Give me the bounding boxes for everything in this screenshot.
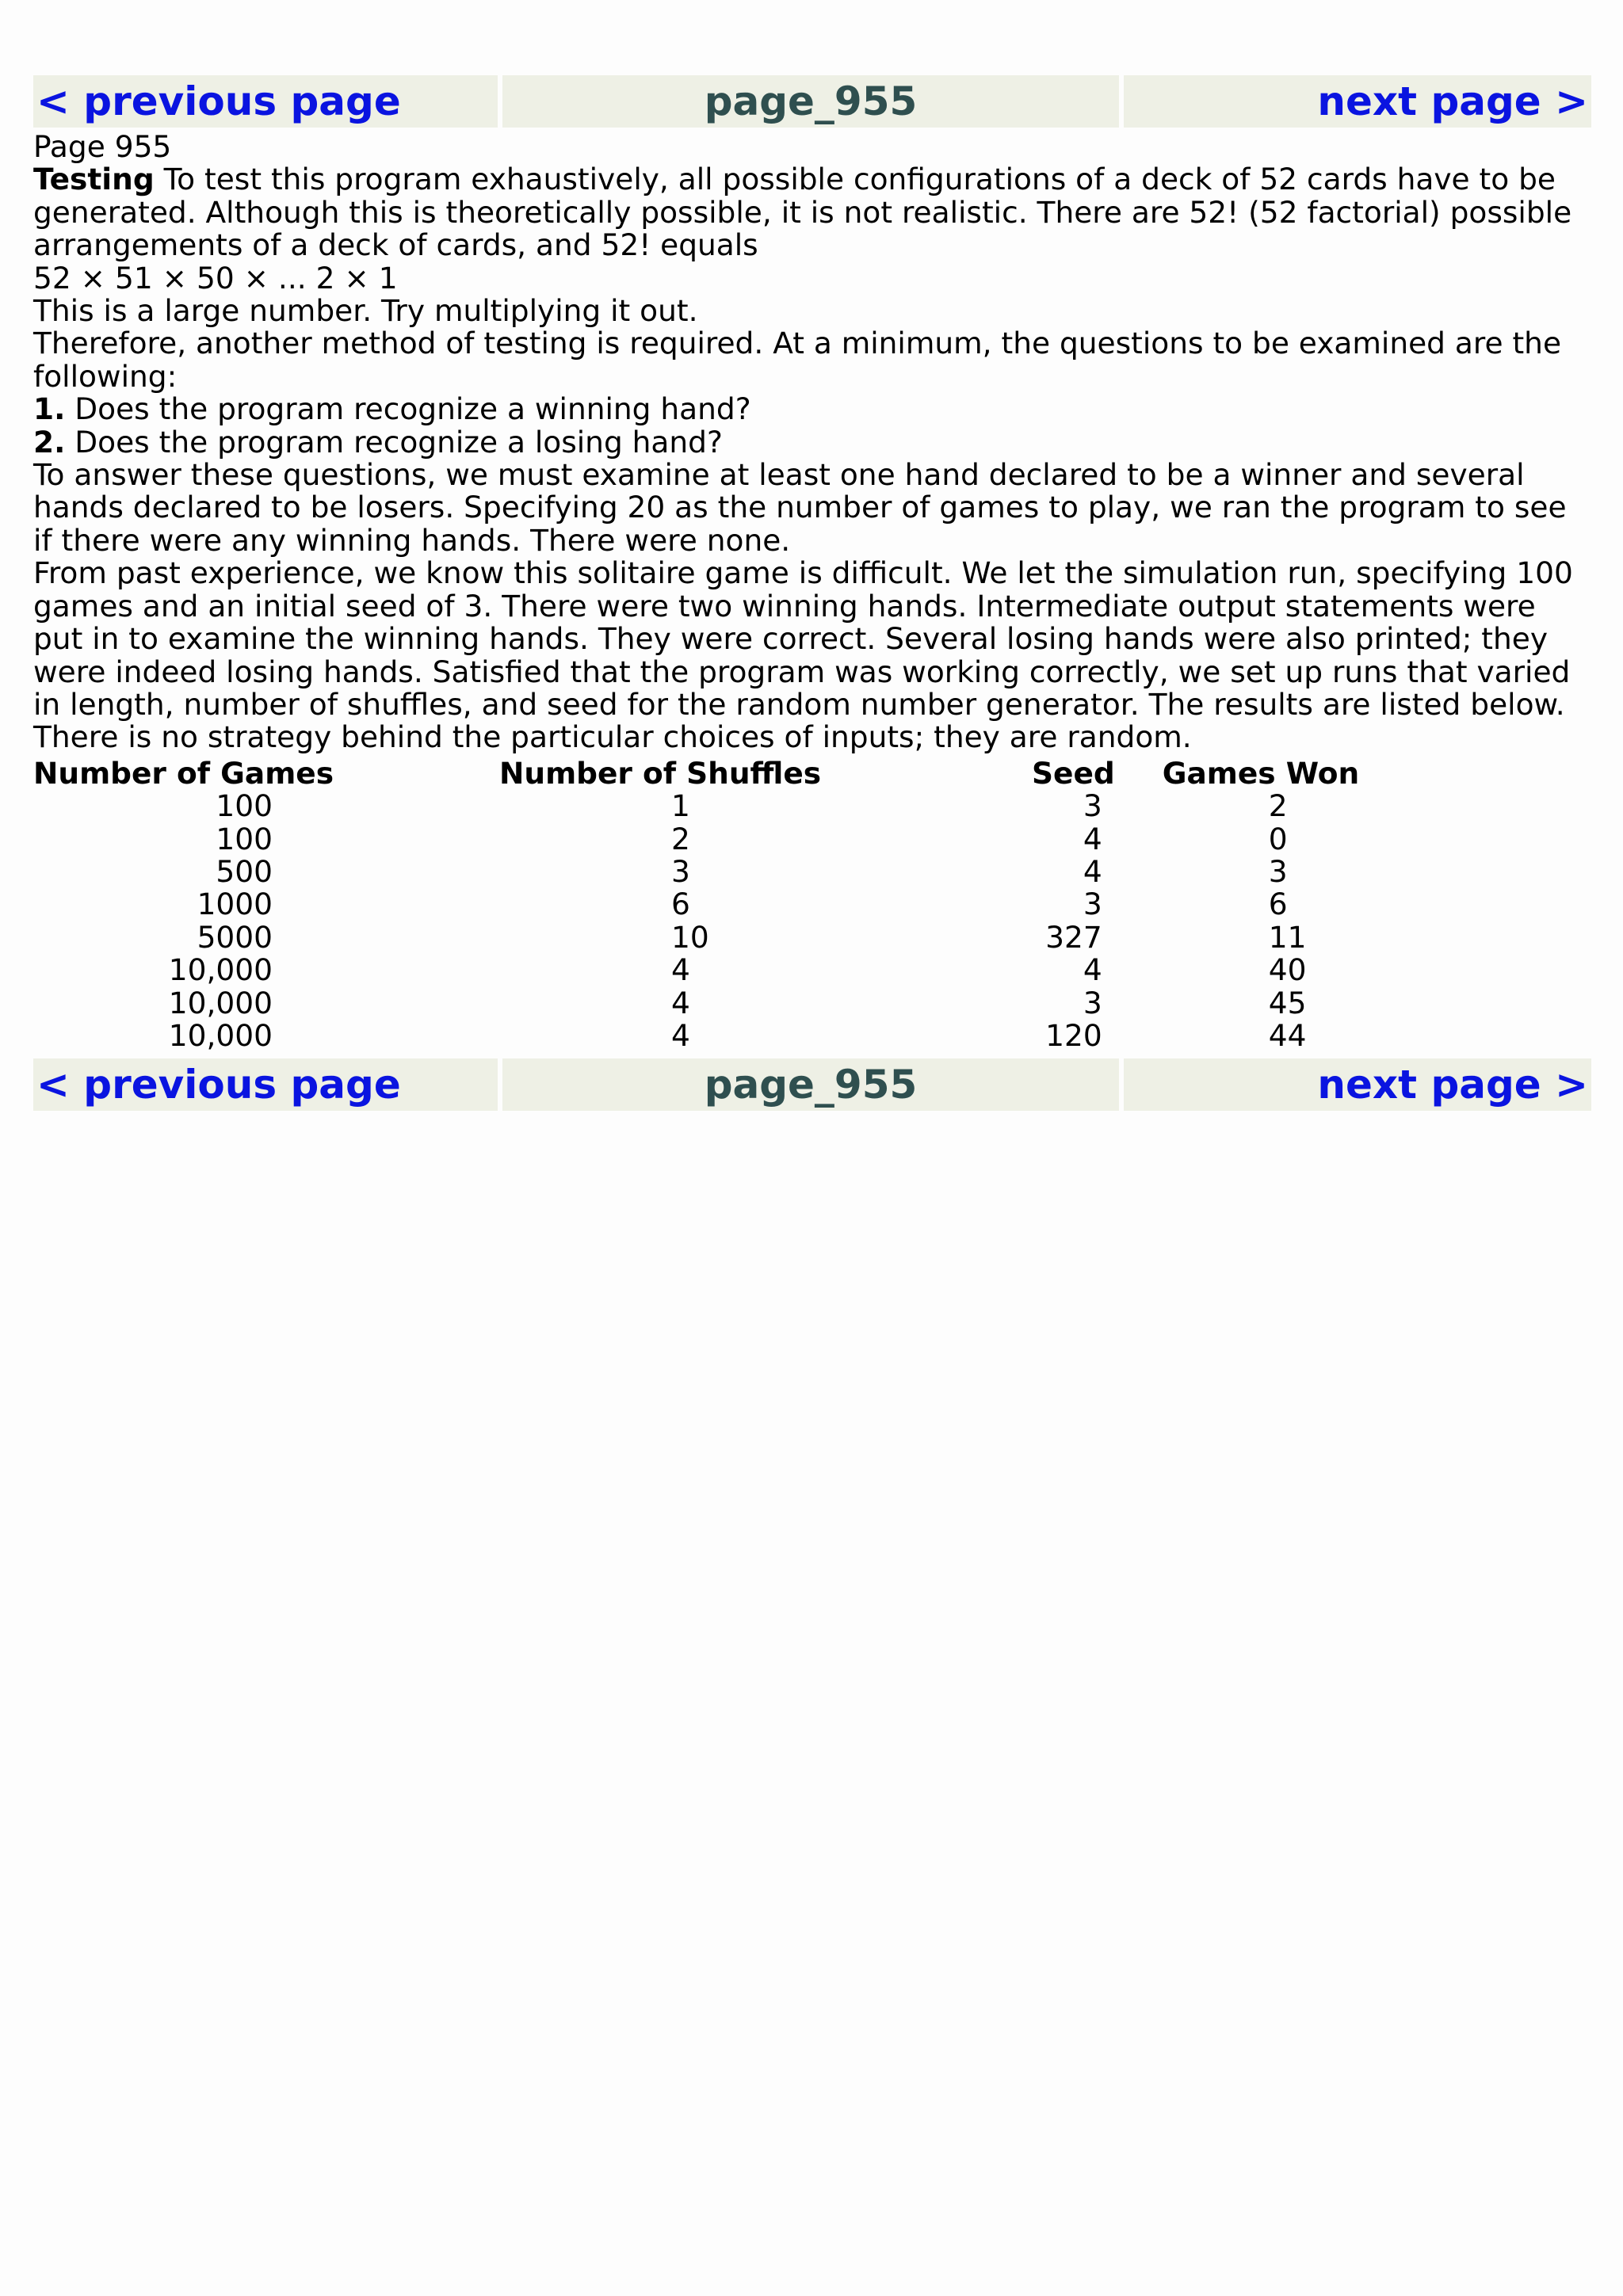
question-item (33, 393, 1591, 425)
table-cell: 4 (1083, 821, 1102, 856)
previous-page-link[interactable]: < previous page (33, 1058, 498, 1111)
experience-paragraph: From past experience, we know this solitaire game is difficult. We let the simulation run, specifying 100 games and an initial seed of 3. There were two winning hands. Intermediate output statements were put in to examine the winning hands. They were correct. Several losing hands were also printed; they were indeed losing hands. Satisfied that the program was working correctly, we set up runs that varied in length, number of shuffles, and seed for the random number generator. The results are listed below. There is no strategy behind the particular choices of inputs; they are random. (33, 555, 1573, 755)
column-header: Seed (1032, 755, 1115, 791)
table-cell: 4 (671, 1017, 690, 1053)
method-paragraph: Therefore, another method of testing is required. At a minimum, the questions to be examined are the following: (33, 326, 1562, 394)
table-row (33, 987, 1361, 1020)
column-header: Number of Shuffles (499, 755, 822, 791)
table-cell: 45 (1268, 985, 1307, 1020)
bottom-navbar (33, 1058, 1591, 1111)
page (0, 0, 1623, 1111)
table-row (33, 921, 1361, 954)
table-header-row (33, 757, 1361, 790)
table-cell: 10,000 (168, 952, 273, 988)
table-cell: 2 (671, 821, 690, 856)
question-text: Does the program recognize a winning hand? (65, 391, 751, 427)
column-header: Number of Games (33, 755, 334, 791)
table-cell: 3 (1083, 887, 1102, 922)
table-cell: 3 (1268, 853, 1288, 889)
table-cell: 100 (216, 821, 273, 856)
intro-paragraph (33, 163, 1591, 261)
table-row (33, 954, 1361, 986)
table-cell: 40 (1268, 952, 1307, 988)
question-text: Does the program recognize a losing hand? (65, 424, 723, 460)
table-cell: 11 (1268, 919, 1307, 955)
intro-text: To test this program exhaustively, all possible configurations of a deck of 52 cards have to be generated. Although this is theoretically possible, it is not realistic. There are 52! (52 factorial) possible arrangements of a deck of cards, and 52! equals (33, 162, 1572, 263)
top-navbar (33, 75, 1591, 128)
table-cell: 6 (671, 887, 690, 922)
table-cell: 3 (1083, 788, 1102, 824)
table-cell: 120 (1045, 1017, 1102, 1053)
table-cell: 2 (1268, 788, 1288, 824)
table-cell: 500 (216, 853, 273, 889)
column-header: Games Won (1162, 755, 1360, 791)
section-heading: Testing (33, 162, 155, 197)
table-cell: 327 (1045, 919, 1102, 955)
table-cell: 44 (1268, 1017, 1307, 1053)
previous-page-link[interactable]: < previous page (33, 75, 498, 128)
page-id-label: page_955 (502, 75, 1119, 128)
table-cell: 0 (1268, 821, 1288, 856)
table-row (33, 1020, 1361, 1052)
table-row (33, 888, 1361, 921)
large-number-text: This is a large number. Try multiplying it out. (33, 293, 698, 329)
page-content (33, 128, 1591, 757)
page-id-label: page_955 (502, 1058, 1119, 1111)
answer-paragraph: To answer these questions, we must examine at least one hand declared to be a winner and several hands declared to be losers. Specifying 20 as the number of games to play, we ran the program to see if there were any winning hands. There were none. (33, 457, 1567, 558)
table-cell: 10 (671, 919, 709, 955)
table-row (33, 823, 1361, 856)
formula: 52 × 51 × 50 × ... 2 × 1 (33, 260, 398, 296)
table-cell: 5000 (197, 919, 273, 955)
table-cell: 100 (216, 788, 273, 824)
table-cell: 4 (671, 985, 690, 1020)
question-item (33, 426, 1591, 459)
table-cell: 4 (1083, 853, 1102, 889)
table-row (33, 856, 1361, 888)
table-row (33, 790, 1361, 822)
next-page-link[interactable]: next page > (1124, 1058, 1591, 1111)
question-number: 2. (33, 424, 66, 460)
results-table (33, 757, 1361, 1053)
table-cell: 1 (671, 788, 690, 824)
table-cell: 3 (671, 853, 690, 889)
table-cell: 10,000 (168, 985, 273, 1020)
table-cell: 1000 (197, 887, 273, 922)
next-page-link[interactable]: next page > (1124, 75, 1591, 128)
table-cell: 10,000 (168, 1017, 273, 1053)
table-cell: 4 (1083, 952, 1102, 988)
table-cell: 3 (1083, 985, 1102, 1020)
table-cell: 4 (671, 952, 690, 988)
table-cell: 6 (1268, 887, 1288, 922)
question-number: 1. (33, 391, 66, 427)
page-label: Page 955 (33, 129, 172, 164)
